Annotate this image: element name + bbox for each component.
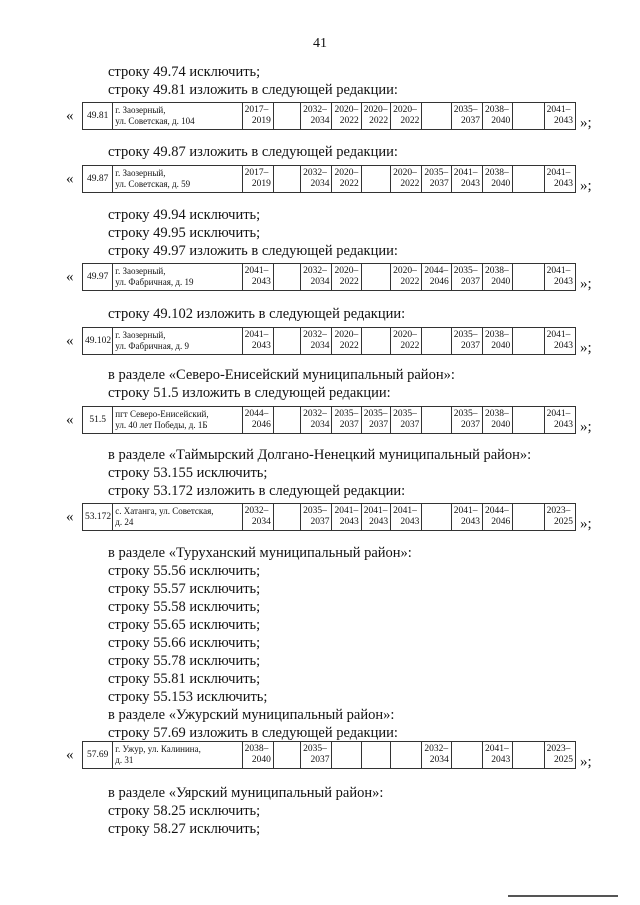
- year-start: 2035–: [453, 105, 478, 115]
- text-line: строку 55.81 исключить;: [108, 671, 261, 687]
- year-end: 2037: [461, 116, 480, 126]
- year-end: 2022: [339, 341, 359, 351]
- year-start: 2041–: [546, 266, 571, 276]
- address-line-1: пгт Северо-Енисейский,: [115, 409, 209, 419]
- address-line-1: г. Ужур, ул. Калинина,: [115, 744, 201, 754]
- year-start: 2035–: [453, 330, 478, 340]
- year-cell: [361, 166, 390, 193]
- year-start: 2041–: [334, 506, 359, 516]
- year-cell: [242, 407, 273, 434]
- year-start: 2044–: [424, 266, 449, 276]
- year-end: 2022: [339, 116, 359, 126]
- year-start: 2035–: [363, 409, 388, 419]
- year-start: 2038–: [485, 105, 509, 115]
- year-cell: [242, 103, 273, 130]
- text-line: строку 58.25 исключить;: [108, 803, 261, 819]
- amendment-table: [66, 263, 600, 293]
- year-cell: [361, 504, 390, 531]
- year-cell: [422, 264, 451, 291]
- amendment-table: [66, 327, 600, 357]
- year-end: 2037: [461, 341, 480, 351]
- year-cell: [513, 407, 544, 434]
- year-start: 2020–: [393, 330, 417, 340]
- year-cell: [301, 264, 332, 291]
- year-start: 2035–: [453, 409, 478, 419]
- year-start: 2035–: [453, 266, 478, 276]
- year-end: 2037: [400, 420, 420, 430]
- footer-rule: [508, 895, 618, 897]
- text-line: строку 49.81 изложить в следующей редакции:: [108, 82, 398, 98]
- year-cell: [391, 328, 422, 355]
- year-end: 2046: [491, 517, 511, 527]
- year-end: 2034: [310, 341, 330, 351]
- year-end: 2022: [400, 179, 420, 189]
- year-cell: [422, 328, 451, 355]
- text-line: в разделе «Таймырский Долгано-Ненецкий муниципальный район»:: [108, 447, 532, 463]
- year-end: 2043: [554, 277, 573, 287]
- year-cell: [483, 504, 513, 531]
- year-start: 2017–: [244, 168, 269, 178]
- year-cell: [451, 328, 482, 355]
- year-start: 2041–: [393, 506, 417, 516]
- year-end: 2043: [461, 517, 480, 527]
- year-start: 2032–: [244, 506, 269, 516]
- year-end: 2034: [251, 517, 271, 527]
- year-cell: [422, 407, 451, 434]
- year-cell: [391, 504, 422, 531]
- closing-quote: »;: [580, 115, 592, 131]
- year-cell: [422, 504, 451, 531]
- address-cell: [113, 742, 242, 769]
- opening-quote: «: [66, 412, 74, 428]
- year-end: 2022: [400, 341, 420, 351]
- year-cell: [361, 328, 390, 355]
- closing-quote: »;: [580, 516, 592, 532]
- year-end: 2040: [491, 341, 511, 351]
- amendment-table: [66, 165, 600, 195]
- address-line-1: с. Хатанга, ул. Советская,: [115, 506, 214, 516]
- year-end: 2043: [339, 517, 359, 527]
- table-row: [82, 327, 576, 355]
- year-end: 2019: [251, 116, 271, 126]
- text-line: в разделе «Ужурский муниципальный район»:: [108, 707, 395, 723]
- year-end: 2022: [339, 179, 359, 189]
- year-cell: [391, 166, 422, 193]
- year-cell: [361, 264, 390, 291]
- year-cell: [273, 264, 300, 291]
- year-start: 2020–: [334, 105, 359, 115]
- closing-quote: »;: [580, 340, 592, 356]
- address-line-2: ул. 40 лет Победы, д. 1Б: [115, 420, 208, 430]
- table-row: [82, 102, 576, 130]
- year-end: 2043: [461, 179, 480, 189]
- year-cell: [332, 504, 361, 531]
- year-start: 2038–: [244, 744, 269, 754]
- year-cell: [301, 742, 332, 769]
- year-cell: [513, 264, 544, 291]
- year-end: 2043: [491, 755, 511, 765]
- text-line: строку 49.74 исключить;: [108, 64, 261, 80]
- year-cell: [273, 407, 300, 434]
- year-end: 2040: [491, 116, 511, 126]
- year-end: 2022: [369, 116, 389, 126]
- year-end: 2040: [491, 420, 511, 430]
- year-start: 2017–: [244, 105, 269, 115]
- year-cell: [544, 103, 575, 130]
- text-line: строку 49.87 изложить в следующей редакции:: [108, 144, 398, 160]
- year-end: 2037: [461, 420, 480, 430]
- address-cell: [113, 504, 242, 531]
- year-start: 2035–: [303, 744, 327, 754]
- year-end: 2043: [554, 116, 573, 126]
- year-cell: [544, 407, 575, 434]
- year-start: 2020–: [363, 105, 388, 115]
- year-end: 2040: [251, 755, 271, 765]
- closing-quote: »;: [580, 419, 592, 435]
- opening-quote: «: [66, 269, 74, 285]
- year-start: 2020–: [334, 266, 359, 276]
- year-end: 2043: [554, 341, 573, 351]
- year-end: 2037: [339, 420, 359, 430]
- table-row: [82, 741, 576, 769]
- row-number: 53.172: [83, 504, 113, 531]
- text-line: строку 55.153 исключить;: [108, 689, 268, 705]
- row-number: 49.87: [83, 166, 113, 193]
- year-cell: [483, 742, 513, 769]
- address-cell: [113, 166, 242, 193]
- year-start: 2032–: [424, 744, 449, 754]
- address-line-1: г. Заозерный,: [115, 168, 166, 178]
- year-cell: [242, 328, 273, 355]
- year-cell: [361, 742, 390, 769]
- year-cell: [391, 407, 422, 434]
- year-cell: [451, 742, 482, 769]
- closing-quote: »;: [580, 276, 592, 292]
- year-cell: [544, 504, 575, 531]
- text-line: в разделе «Туруханский муниципальный район»:: [108, 545, 412, 561]
- year-cell: [513, 103, 544, 130]
- year-cell: [242, 264, 273, 291]
- year-start: 2044–: [244, 409, 269, 419]
- year-cell: [513, 328, 544, 355]
- year-start: 2041–: [485, 744, 509, 754]
- year-end: 2034: [310, 116, 330, 126]
- year-end: 2043: [369, 517, 389, 527]
- year-start: 2032–: [303, 168, 327, 178]
- year-end: 2043: [251, 277, 271, 287]
- year-cell: [544, 264, 575, 291]
- year-cell: [332, 407, 361, 434]
- year-start: 2038–: [485, 330, 509, 340]
- year-end: 2034: [429, 755, 449, 765]
- closing-quote: »;: [580, 754, 592, 770]
- year-cell: [451, 504, 482, 531]
- year-end: 2040: [491, 179, 511, 189]
- address-line-1: г. Заозерный,: [115, 266, 166, 276]
- opening-quote: «: [66, 333, 74, 349]
- text-line: строку 53.172 изложить в следующей редакции:: [108, 483, 406, 499]
- text-line: строку 49.102 изложить в следующей редакции:: [108, 306, 406, 322]
- closing-quote: »;: [580, 178, 592, 194]
- year-end: 2025: [554, 517, 573, 527]
- year-start: 2041–: [363, 506, 388, 516]
- year-end: 2022: [339, 277, 359, 287]
- address-cell: [113, 407, 242, 434]
- year-cell: [483, 166, 513, 193]
- year-start: 2038–: [485, 409, 509, 419]
- year-cell: [513, 504, 544, 531]
- year-cell: [483, 103, 513, 130]
- year-start: 2032–: [303, 266, 327, 276]
- address-cell: [113, 328, 242, 355]
- year-cell: [361, 407, 390, 434]
- year-cell: [391, 103, 422, 130]
- year-cell: [273, 742, 300, 769]
- text-line: строку 55.66 исключить;: [108, 635, 261, 651]
- year-cell: [301, 328, 332, 355]
- year-cell: [332, 166, 361, 193]
- address-line-2: ул. Фабричная, д. 19: [115, 277, 194, 287]
- address-cell: [113, 264, 242, 291]
- year-end: 2034: [310, 179, 330, 189]
- year-start: 2032–: [303, 330, 327, 340]
- text-line: в разделе «Северо-Енисейский муниципальный район»:: [108, 367, 455, 383]
- year-end: 2043: [554, 179, 573, 189]
- year-cell: [451, 407, 482, 434]
- address-line-2: ул. Советская, д. 104: [115, 116, 195, 126]
- year-cell: [483, 328, 513, 355]
- year-end: 2037: [310, 517, 330, 527]
- year-end: 2037: [369, 420, 389, 430]
- year-cell: [242, 504, 273, 531]
- year-cell: [242, 742, 273, 769]
- year-end: 2046: [251, 420, 271, 430]
- text-line: строку 49.97 изложить в следующей редакции:: [108, 243, 398, 259]
- year-end: 2019: [251, 179, 271, 189]
- year-cell: [332, 103, 361, 130]
- year-cell: [451, 264, 482, 291]
- address-line-2: д. 31: [115, 755, 134, 765]
- year-end: 2025: [554, 755, 573, 765]
- year-cell: [301, 504, 332, 531]
- year-end: 2043: [554, 420, 573, 430]
- year-cell: [332, 742, 361, 769]
- year-cell: [391, 264, 422, 291]
- year-cell: [422, 103, 451, 130]
- amendment-table: [66, 741, 600, 771]
- year-start: 2041–: [546, 168, 571, 178]
- text-line: строку 53.155 исключить;: [108, 465, 268, 481]
- address-line-2: ул. Фабричная, д. 9: [115, 341, 189, 351]
- text-line: строку 55.65 исключить;: [108, 617, 261, 633]
- year-end: 2040: [491, 277, 511, 287]
- year-cell: [361, 103, 390, 130]
- row-number: 51.5: [83, 407, 113, 434]
- address-line-1: г. Заозерный,: [115, 330, 166, 340]
- year-end: 2037: [429, 179, 449, 189]
- year-start: 2041–: [546, 409, 571, 419]
- year-start: 2023–: [546, 506, 571, 516]
- year-start: 2023–: [546, 744, 571, 754]
- year-start: 2032–: [303, 105, 327, 115]
- row-number: 49.97: [83, 264, 113, 291]
- year-cell: [422, 166, 451, 193]
- text-line: строку 55.56 исключить;: [108, 563, 261, 579]
- text-line: строку 55.78 исключить;: [108, 653, 261, 669]
- text-line: в разделе «Уярский муниципальный район»:: [108, 785, 384, 801]
- year-start: 2041–: [244, 330, 269, 340]
- year-end: 2034: [310, 277, 330, 287]
- year-cell: [391, 742, 422, 769]
- year-cell: [273, 504, 300, 531]
- table-row: [82, 263, 576, 291]
- year-cell: [451, 103, 482, 130]
- year-end: 2022: [400, 116, 420, 126]
- year-cell: [301, 407, 332, 434]
- opening-quote: «: [66, 108, 74, 124]
- table-row: [82, 406, 576, 434]
- row-number: 57.69: [83, 742, 113, 769]
- text-line: строку 55.58 исключить;: [108, 599, 261, 615]
- address-line-2: ул. Советская, д. 59: [115, 179, 191, 189]
- year-cell: [422, 742, 451, 769]
- year-end: 2022: [400, 277, 420, 287]
- page-number: 41: [313, 36, 327, 51]
- year-cell: [451, 166, 482, 193]
- year-cell: [242, 166, 273, 193]
- amendment-table: [66, 102, 600, 132]
- text-line: строку 49.95 исключить;: [108, 225, 261, 241]
- year-start: 2038–: [485, 266, 509, 276]
- row-number: 49.102: [83, 328, 113, 355]
- year-cell: [301, 166, 332, 193]
- table-row: [82, 165, 576, 193]
- address-line-1: г. Заозерный,: [115, 105, 166, 115]
- year-cell: [513, 166, 544, 193]
- year-start: 2020–: [334, 168, 359, 178]
- year-start: 2020–: [393, 266, 417, 276]
- year-start: 2041–: [244, 266, 269, 276]
- text-line: строку 58.27 исключить;: [108, 821, 261, 837]
- text-line: строку 49.94 исключить;: [108, 207, 261, 223]
- text-line: строку 51.5 изложить в следующей редакции:: [108, 385, 391, 401]
- year-cell: [332, 328, 361, 355]
- row-number: 49.81: [83, 103, 113, 130]
- year-cell: [483, 264, 513, 291]
- year-end: 2046: [429, 277, 449, 287]
- year-start: 2035–: [393, 409, 417, 419]
- year-cell: [273, 166, 300, 193]
- amendment-table: [66, 406, 600, 436]
- address-line-2: д. 24: [115, 517, 134, 527]
- year-end: 2037: [461, 277, 480, 287]
- year-cell: [273, 328, 300, 355]
- address-cell: [113, 103, 242, 130]
- year-end: 2043: [400, 517, 420, 527]
- year-start: 2044–: [485, 506, 509, 516]
- year-cell: [273, 103, 300, 130]
- text-line: строку 57.69 изложить в следующей редакции:: [108, 725, 398, 741]
- opening-quote: «: [66, 509, 74, 525]
- text-line: строку 55.57 исключить;: [108, 581, 261, 597]
- year-start: 2041–: [546, 330, 571, 340]
- year-start: 2041–: [453, 168, 478, 178]
- year-start: 2020–: [393, 105, 417, 115]
- year-start: 2035–: [334, 409, 359, 419]
- year-end: 2037: [310, 755, 330, 765]
- opening-quote: «: [66, 747, 74, 763]
- year-cell: [301, 103, 332, 130]
- year-cell: [544, 742, 575, 769]
- year-cell: [483, 407, 513, 434]
- year-cell: [332, 264, 361, 291]
- year-start: 2020–: [393, 168, 417, 178]
- year-cell: [513, 742, 544, 769]
- year-cell: [544, 328, 575, 355]
- year-start: 2041–: [453, 506, 478, 516]
- opening-quote: «: [66, 171, 74, 187]
- year-end: 2043: [251, 341, 271, 351]
- year-start: 2020–: [334, 330, 359, 340]
- amendment-table: [66, 503, 600, 533]
- table-row: [82, 503, 576, 531]
- year-end: 2034: [310, 420, 330, 430]
- year-start: 2032–: [303, 409, 327, 419]
- year-start: 2041–: [546, 105, 571, 115]
- year-start: 2035–: [424, 168, 449, 178]
- year-start: 2038–: [485, 168, 509, 178]
- year-start: 2035–: [303, 506, 327, 516]
- year-cell: [544, 166, 575, 193]
